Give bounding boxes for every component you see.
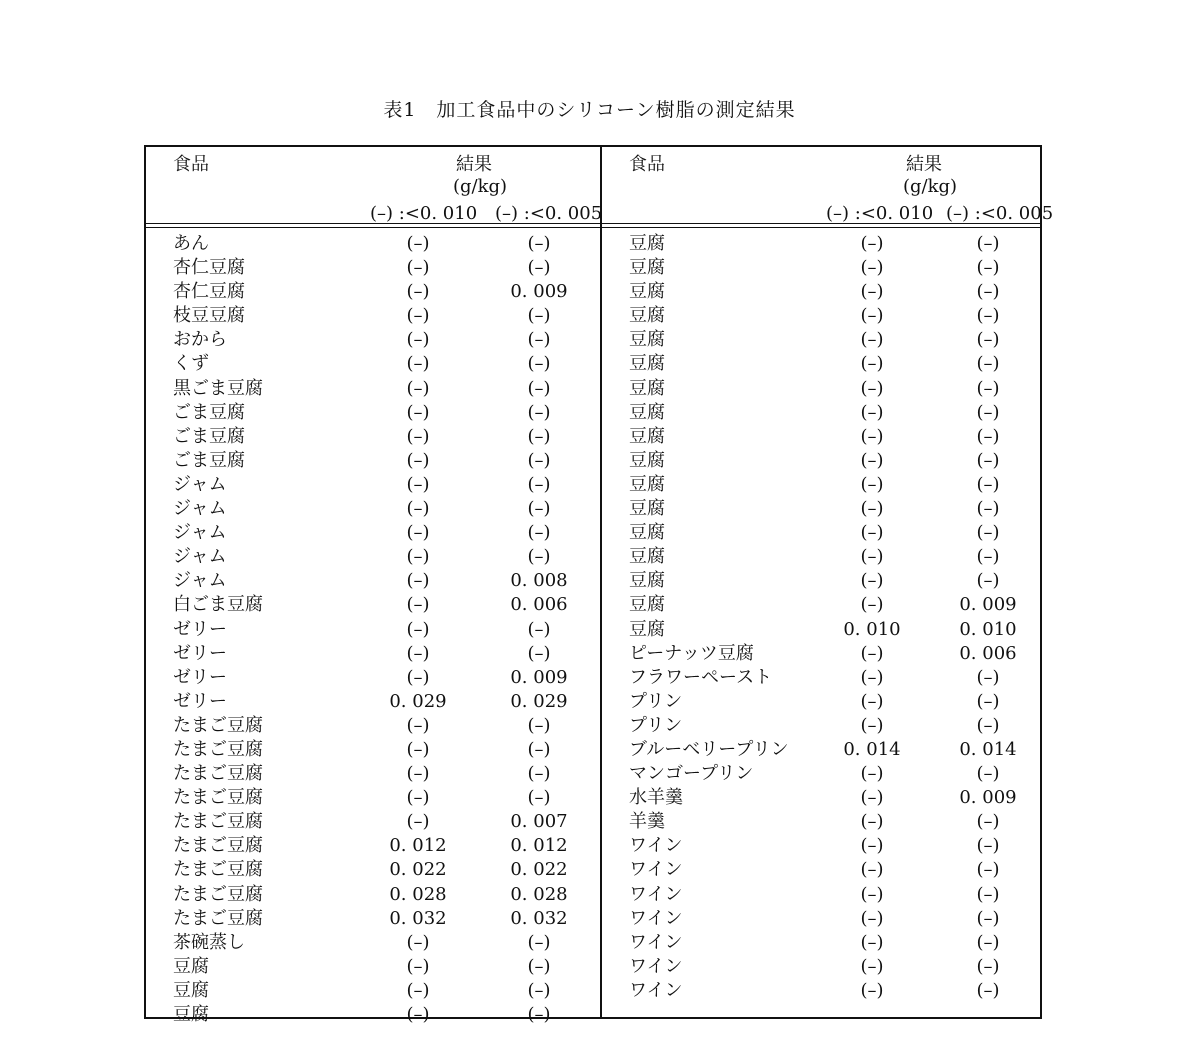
result-col1: (–) bbox=[406, 763, 430, 785]
food-name: 豆腐 bbox=[629, 473, 665, 495]
table-row bbox=[602, 979, 1042, 1003]
result-col1: (–) bbox=[860, 473, 884, 495]
result-col2: (–) bbox=[527, 522, 551, 544]
result-col2: (–) bbox=[527, 329, 551, 351]
result-col2: (–) bbox=[527, 257, 551, 279]
result-col2: (–) bbox=[527, 955, 551, 977]
header-food: 食品 bbox=[629, 154, 665, 175]
header-result: 結果 bbox=[456, 154, 492, 175]
result-col1: (–) bbox=[860, 931, 884, 953]
food-name: ワイン bbox=[629, 859, 683, 881]
result-col2: (–) bbox=[976, 714, 1000, 736]
table-row bbox=[146, 545, 600, 569]
food-name: ゼリー bbox=[173, 642, 227, 664]
right-half bbox=[602, 147, 1054, 1017]
result-col1: (–) bbox=[860, 305, 884, 327]
food-name: ゼリー bbox=[173, 690, 227, 712]
table-row bbox=[146, 714, 600, 738]
table-row bbox=[146, 762, 600, 786]
table-row bbox=[602, 883, 1042, 907]
result-col1: (–) bbox=[406, 931, 430, 953]
food-name: 豆腐 bbox=[629, 546, 665, 568]
result-col2: (–) bbox=[976, 931, 1000, 953]
result-col1: (–) bbox=[860, 594, 884, 616]
result-col1: (–) bbox=[860, 859, 884, 881]
table-row bbox=[146, 618, 600, 642]
result-col2: (–) bbox=[976, 907, 1000, 929]
table-row bbox=[146, 449, 600, 473]
food-name: 豆腐 bbox=[629, 498, 665, 520]
result-col2: (–) bbox=[976, 449, 1000, 471]
result-col2: (–) bbox=[527, 498, 551, 520]
food-name: プリン bbox=[629, 714, 683, 736]
result-col1: (–) bbox=[406, 979, 430, 1001]
result-col1: 0. 032 bbox=[389, 907, 447, 929]
table-row bbox=[602, 352, 1042, 376]
food-name: 豆腐 bbox=[629, 618, 665, 640]
table-row bbox=[602, 642, 1042, 666]
table-row bbox=[602, 810, 1042, 834]
result-col2: (–) bbox=[976, 811, 1000, 833]
food-name: 白ごま豆腐 bbox=[173, 594, 263, 616]
table-row bbox=[146, 593, 600, 617]
food-name: ピーナッツ豆腐 bbox=[629, 642, 754, 664]
result-col1: (–) bbox=[860, 787, 884, 809]
result-col1: (–) bbox=[860, 401, 884, 423]
result-col2: (–) bbox=[976, 955, 1000, 977]
result-col2: 0. 009 bbox=[959, 787, 1017, 809]
food-name: 豆腐 bbox=[629, 329, 665, 351]
result-col2: 0. 022 bbox=[510, 859, 568, 881]
result-col1: (–) bbox=[860, 449, 884, 471]
food-name: たまご豆腐 bbox=[173, 883, 263, 905]
result-col1: (–) bbox=[860, 546, 884, 568]
table-row bbox=[146, 955, 600, 979]
table-row bbox=[146, 786, 600, 810]
table-row bbox=[602, 377, 1042, 401]
result-col2: (–) bbox=[976, 883, 1000, 905]
result-col2: (–) bbox=[527, 738, 551, 760]
result-col1: (–) bbox=[860, 425, 884, 447]
table-row bbox=[602, 907, 1042, 931]
result-col2: (–) bbox=[527, 1004, 551, 1025]
result-col1: 0. 014 bbox=[843, 738, 901, 760]
result-col1: (–) bbox=[860, 642, 884, 664]
result-col2: (–) bbox=[976, 305, 1000, 327]
result-col2: 0. 008 bbox=[510, 570, 568, 592]
result-col2: 0. 006 bbox=[959, 642, 1017, 664]
table-row bbox=[146, 304, 600, 328]
table-row bbox=[602, 618, 1042, 642]
result-col2: (–) bbox=[976, 763, 1000, 785]
left-rows bbox=[146, 232, 600, 1027]
result-col2: (–) bbox=[527, 401, 551, 423]
food-name: 杏仁豆腐 bbox=[173, 257, 245, 279]
food-name: 豆腐 bbox=[629, 377, 665, 399]
food-name: 茶碗蒸し bbox=[173, 931, 245, 953]
food-name: ジャム bbox=[173, 473, 227, 495]
table-row bbox=[146, 280, 600, 304]
food-name: ワイン bbox=[629, 931, 683, 953]
table-row bbox=[602, 545, 1042, 569]
result-col1: (–) bbox=[860, 690, 884, 712]
food-name: ゼリー bbox=[173, 618, 227, 640]
result-col2: (–) bbox=[976, 979, 1000, 1001]
food-name: たまご豆腐 bbox=[173, 907, 263, 929]
result-col2: (–) bbox=[527, 353, 551, 375]
table-row bbox=[146, 352, 600, 376]
table-row bbox=[146, 377, 600, 401]
result-col2: (–) bbox=[527, 642, 551, 664]
result-col1: (–) bbox=[406, 738, 430, 760]
food-name: 豆腐 bbox=[173, 979, 209, 1001]
table-row bbox=[602, 425, 1042, 449]
food-name: ワイン bbox=[629, 907, 683, 929]
header-col2: (–) :<0. 005 bbox=[495, 203, 603, 224]
result-col2: (–) bbox=[976, 859, 1000, 881]
food-name: たまご豆腐 bbox=[173, 763, 263, 785]
food-name: たまご豆腐 bbox=[173, 714, 263, 736]
table-row bbox=[146, 690, 600, 714]
table-row bbox=[602, 834, 1042, 858]
result-col2: (–) bbox=[527, 546, 551, 568]
table-row bbox=[602, 521, 1042, 545]
table-row bbox=[146, 907, 600, 931]
food-name: ジャム bbox=[173, 522, 227, 544]
table-row bbox=[602, 738, 1042, 762]
result-col1: (–) bbox=[406, 811, 430, 833]
food-name: ごま豆腐 bbox=[173, 449, 245, 471]
result-col2: (–) bbox=[976, 329, 1000, 351]
food-name: 杏仁豆腐 bbox=[173, 281, 245, 303]
result-col1: (–) bbox=[406, 1004, 430, 1025]
result-col2: (–) bbox=[527, 979, 551, 1001]
result-col1: (–) bbox=[406, 353, 430, 375]
result-col2: 0. 032 bbox=[510, 907, 568, 929]
table-title: 表1 加工食品中のシリコーン樹脂の測定結果 bbox=[383, 99, 796, 121]
food-name: フラワーペースト bbox=[629, 666, 773, 688]
result-col2: 0. 010 bbox=[959, 618, 1017, 640]
food-name: 枝豆豆腐 bbox=[173, 305, 245, 327]
food-name: あん bbox=[173, 233, 209, 254]
table-row bbox=[602, 786, 1042, 810]
table-row bbox=[602, 473, 1042, 497]
table-row bbox=[146, 256, 600, 280]
result-col2: (–) bbox=[976, 546, 1000, 568]
food-name: ジャム bbox=[173, 570, 227, 592]
table-row bbox=[146, 473, 600, 497]
results-table bbox=[144, 145, 1054, 1025]
table-row bbox=[146, 666, 600, 690]
result-col2: (–) bbox=[976, 353, 1000, 375]
table-row bbox=[146, 328, 600, 352]
food-name: ごま豆腐 bbox=[173, 425, 245, 447]
result-col2: (–) bbox=[976, 522, 1000, 544]
food-name: ワイン bbox=[629, 955, 683, 977]
food-name: 豆腐 bbox=[629, 281, 665, 303]
food-name: 水羊羹 bbox=[629, 787, 683, 809]
result-col1: (–) bbox=[860, 522, 884, 544]
result-col1: (–) bbox=[860, 907, 884, 929]
result-col1: (–) bbox=[406, 787, 430, 809]
result-col1: (–) bbox=[406, 714, 430, 736]
table-row bbox=[146, 834, 600, 858]
table-row bbox=[146, 883, 600, 907]
table-row bbox=[602, 280, 1042, 304]
table-row bbox=[146, 401, 600, 425]
result-col2: (–) bbox=[527, 618, 551, 640]
table-row bbox=[602, 449, 1042, 473]
result-col1: (–) bbox=[860, 763, 884, 785]
result-col1: (–) bbox=[406, 305, 430, 327]
result-col1: (–) bbox=[406, 546, 430, 568]
result-col1: (–) bbox=[406, 955, 430, 977]
result-col2: 0. 029 bbox=[510, 690, 568, 712]
table-row bbox=[602, 931, 1042, 955]
result-col2: 0. 014 bbox=[959, 738, 1017, 760]
header-col2: (–) :<0. 005 bbox=[946, 203, 1054, 224]
result-col1: (–) bbox=[860, 714, 884, 736]
result-col1: 0. 012 bbox=[389, 835, 447, 857]
result-col1: (–) bbox=[406, 449, 430, 471]
result-col2: (–) bbox=[527, 714, 551, 736]
food-name: 豆腐 bbox=[173, 955, 209, 977]
result-col1: (–) bbox=[406, 618, 430, 640]
food-name: 豆腐 bbox=[629, 305, 665, 327]
food-name: 豆腐 bbox=[629, 594, 665, 616]
result-col1: (–) bbox=[860, 329, 884, 351]
food-name: 羊羹 bbox=[629, 811, 665, 833]
result-col1: (–) bbox=[406, 257, 430, 279]
food-name: くず bbox=[173, 353, 209, 375]
table-row bbox=[146, 232, 600, 256]
right-rows bbox=[602, 232, 1042, 1003]
table-row bbox=[602, 304, 1042, 328]
food-name: おから bbox=[173, 329, 227, 351]
result-col1: (–) bbox=[406, 594, 430, 616]
food-name: たまご豆腐 bbox=[173, 811, 263, 833]
result-col1: 0. 028 bbox=[389, 883, 447, 905]
result-col2: (–) bbox=[527, 233, 551, 254]
food-name: たまご豆腐 bbox=[173, 787, 263, 809]
header-food: 食品 bbox=[173, 154, 209, 175]
table-row bbox=[602, 328, 1042, 352]
table-row bbox=[602, 762, 1042, 786]
result-col1: (–) bbox=[860, 498, 884, 520]
food-name: ジャム bbox=[173, 546, 227, 568]
table-row bbox=[146, 1003, 600, 1027]
result-col2: (–) bbox=[976, 377, 1000, 399]
result-col2: (–) bbox=[527, 763, 551, 785]
table-row bbox=[602, 232, 1042, 256]
result-col2: (–) bbox=[527, 787, 551, 809]
result-col1: (–) bbox=[860, 570, 884, 592]
food-name: 豆腐 bbox=[629, 401, 665, 423]
food-name: たまご豆腐 bbox=[173, 738, 263, 760]
result-col2: (–) bbox=[976, 233, 1000, 254]
food-name: 豆腐 bbox=[629, 353, 665, 375]
result-col1: (–) bbox=[860, 811, 884, 833]
food-name: ワイン bbox=[629, 835, 683, 857]
header-unit: (g/kg) bbox=[903, 176, 958, 197]
result-col2: (–) bbox=[976, 666, 1000, 688]
table-row bbox=[146, 642, 600, 666]
food-name: ゼリー bbox=[173, 666, 227, 688]
table-row bbox=[602, 497, 1042, 521]
result-col1: (–) bbox=[860, 835, 884, 857]
table-row bbox=[602, 569, 1042, 593]
table-row bbox=[602, 955, 1042, 979]
food-name: ブルーベリープリン bbox=[629, 738, 789, 760]
result-col1: (–) bbox=[406, 425, 430, 447]
result-col2: (–) bbox=[527, 449, 551, 471]
result-col2: (–) bbox=[976, 473, 1000, 495]
table-row bbox=[602, 593, 1042, 617]
result-col2: 0. 007 bbox=[510, 811, 568, 833]
header-col1: (–) :<0. 010 bbox=[826, 203, 934, 224]
food-name: マンゴープリン bbox=[629, 763, 754, 785]
table-row bbox=[146, 931, 600, 955]
result-col2: (–) bbox=[976, 425, 1000, 447]
table-row bbox=[146, 425, 600, 449]
result-col1: (–) bbox=[406, 666, 430, 688]
food-name: ごま豆腐 bbox=[173, 401, 245, 423]
result-col2: (–) bbox=[976, 498, 1000, 520]
result-col1: (–) bbox=[860, 281, 884, 303]
food-name: ジャム bbox=[173, 498, 227, 520]
result-col2: (–) bbox=[976, 401, 1000, 423]
food-name: たまご豆腐 bbox=[173, 835, 263, 857]
result-col1: 0. 029 bbox=[389, 690, 447, 712]
food-name: 豆腐 bbox=[173, 1004, 209, 1025]
result-col1: (–) bbox=[406, 377, 430, 399]
result-col2: (–) bbox=[976, 835, 1000, 857]
header-result: 結果 bbox=[906, 154, 942, 175]
result-col2: 0. 009 bbox=[959, 594, 1017, 616]
result-col2: (–) bbox=[976, 281, 1000, 303]
food-name: 豆腐 bbox=[629, 449, 665, 471]
table-row bbox=[602, 256, 1042, 280]
table-row bbox=[602, 690, 1042, 714]
table-row bbox=[146, 521, 600, 545]
food-name: 豆腐 bbox=[629, 257, 665, 279]
result-col1: (–) bbox=[860, 883, 884, 905]
result-col2: 0. 028 bbox=[510, 883, 568, 905]
result-col2: 0. 006 bbox=[510, 594, 568, 616]
table-row bbox=[146, 979, 600, 1003]
result-col2: (–) bbox=[976, 257, 1000, 279]
food-name: 豆腐 bbox=[629, 570, 665, 592]
table-row bbox=[602, 666, 1042, 690]
result-col1: (–) bbox=[406, 570, 430, 592]
result-col1: 0. 010 bbox=[843, 618, 901, 640]
result-col1: (–) bbox=[860, 979, 884, 1001]
left-half bbox=[146, 147, 603, 1025]
result-col2: (–) bbox=[976, 570, 1000, 592]
result-col2: (–) bbox=[527, 473, 551, 495]
food-name: たまご豆腐 bbox=[173, 859, 263, 881]
result-col2: 0. 009 bbox=[510, 281, 568, 303]
result-col2: (–) bbox=[527, 425, 551, 447]
result-col1: 0. 022 bbox=[389, 859, 447, 881]
result-col1: (–) bbox=[406, 233, 430, 254]
food-name: 豆腐 bbox=[629, 522, 665, 544]
result-col1: (–) bbox=[860, 666, 884, 688]
result-col1: (–) bbox=[406, 498, 430, 520]
table-row bbox=[146, 738, 600, 762]
result-col2: 0. 009 bbox=[510, 666, 568, 688]
result-col1: (–) bbox=[406, 642, 430, 664]
table-row bbox=[602, 714, 1042, 738]
food-name: 豆腐 bbox=[629, 425, 665, 447]
result-col1: (–) bbox=[860, 955, 884, 977]
result-col2: 0. 012 bbox=[510, 835, 568, 857]
food-name: 黒ごま豆腐 bbox=[173, 377, 263, 399]
result-col1: (–) bbox=[406, 473, 430, 495]
result-col1: (–) bbox=[860, 257, 884, 279]
result-col1: (–) bbox=[406, 401, 430, 423]
result-col1: (–) bbox=[860, 233, 884, 254]
result-col1: (–) bbox=[406, 329, 430, 351]
food-name: ワイン bbox=[629, 883, 683, 905]
table-row bbox=[146, 569, 600, 593]
result-col1: (–) bbox=[406, 522, 430, 544]
header-col1: (–) :<0. 010 bbox=[370, 203, 478, 224]
food-name: 豆腐 bbox=[629, 233, 665, 254]
header-unit: (g/kg) bbox=[453, 176, 508, 197]
food-name: ワイン bbox=[629, 979, 683, 1001]
result-col2: (–) bbox=[527, 931, 551, 953]
table-row bbox=[602, 858, 1042, 882]
table-row bbox=[146, 497, 600, 521]
result-col1: (–) bbox=[406, 281, 430, 303]
result-col2: (–) bbox=[527, 377, 551, 399]
food-name: プリン bbox=[629, 690, 683, 712]
table-row bbox=[146, 858, 600, 882]
result-col1: (–) bbox=[860, 377, 884, 399]
result-col2: (–) bbox=[527, 305, 551, 327]
result-col1: (–) bbox=[860, 353, 884, 375]
result-col2: (–) bbox=[976, 690, 1000, 712]
table-row bbox=[146, 810, 600, 834]
table-row bbox=[602, 401, 1042, 425]
